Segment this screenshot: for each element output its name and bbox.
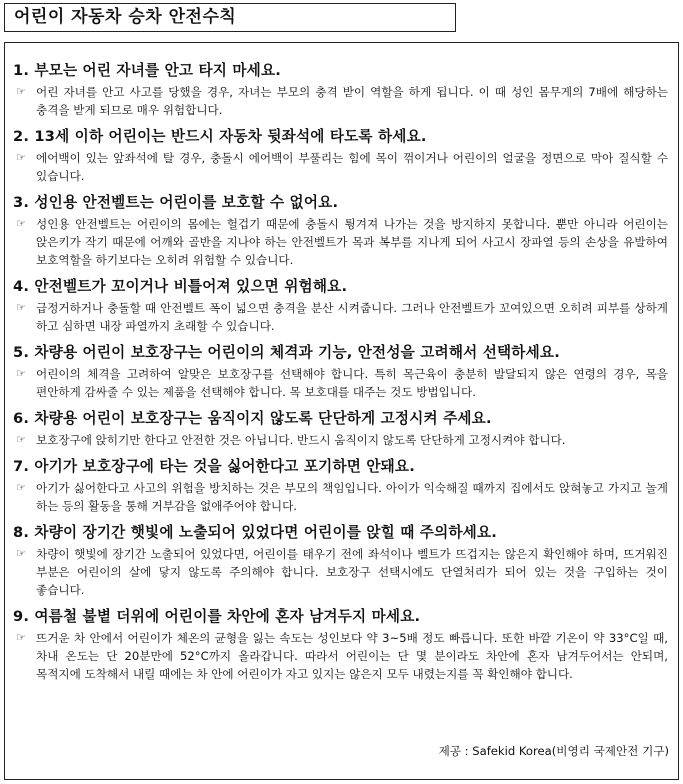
rule-text: 어린이의 체격을 고려하여 알맞은 보호장구를 선택해야 합니다. 특히 목근육이 충분히 발달되지 않은 연령의 경우, 목을 편안하게 감싸줄 수 있는 제품을 선택해야 합니다. 목 보호대를 대주는 것도 방법입니다. — [36, 367, 668, 399]
safety-rules-box — [4, 42, 679, 780]
rule-text: 아기가 싫어한다고 사고의 위험을 방치하는 것은 부모의 책임입니다. 아이가 익숙해질 때까지 집에서도 앉혀놓고 가지고 놀게 하는 등의 활동을 통해 거부감을 없애주어야 합니다. — [36, 481, 668, 513]
rule-section-7 — [13, 457, 668, 515]
pointing-hand-icon: ☞ — [16, 547, 26, 560]
rule-section-4 — [13, 277, 668, 335]
source-credit: 제공 : Safekid Korea(비영리 국제안전 기구) — [438, 744, 669, 758]
pointing-hand-icon: ☞ — [16, 433, 26, 446]
rule-text: 어린 자녀를 안고 사고를 당했을 경우, 자녀는 부모의 충격 받이 역할을 하게 됩니다. 이 때 성인 몸무게의 7배에 해당하는 충격을 받게 되므로 매우 위험합니다. — [36, 85, 668, 117]
page-title: 어린이 자동차 승차 안전수칙 — [4, 3, 456, 32]
rule-section-5 — [13, 343, 668, 401]
rule-heading: 9. 여름철 불볕 더위에 어린이를 차안에 혼자 남겨두지 마세요. — [13, 608, 421, 625]
pointing-hand-icon: ☞ — [16, 367, 26, 380]
rule-heading: 6. 차량용 어린이 보호장구는 움직이지 않도록 단단하게 고정시켜 주세요. — [13, 410, 492, 427]
pointing-hand-icon: ☞ — [16, 151, 26, 164]
pointing-hand-icon: ☞ — [16, 481, 26, 494]
rule-heading: 3. 성인용 안전벨트는 어린이를 보호할 수 없어요. — [13, 194, 339, 211]
rule-text: 성인용 안전벨트는 어린이의 몸에는 헐겁기 때문에 충돌시 튕겨져 나가는 것을 방지하지 못합니다. 뿐만 아니라 어린이는 앉은키가 작기 때문에 어깨와 골반을 지나야 하는 안전벨트가 목과 복부를 지나게 되어 사고시 장파열 등의 손상을 유발하여 보호역할을 하기보다는 오히려 위험할 수 있습니다. — [36, 217, 668, 267]
rule-bullet — [13, 215, 668, 269]
rule-text: 보호장구에 앉히기만 한다고 안전한 것은 아닙니다. 반드시 움직이지 않도록 단단하게 고정시켜야 합니다. — [36, 433, 566, 447]
rule-bullet — [13, 479, 668, 515]
rule-section-1 — [13, 61, 668, 119]
pointing-hand-icon: ☞ — [16, 217, 26, 230]
rule-heading: 5. 차량용 어린이 보호장구는 어린이의 체격과 기능, 안전성을 고려해서 선택하세요. — [13, 344, 560, 361]
rule-bullet — [13, 365, 668, 401]
rule-section-2 — [13, 127, 668, 185]
rule-section-3 — [13, 193, 668, 269]
rule-section-8 — [13, 523, 668, 599]
rule-text: 에어백이 있는 앞좌석에 탈 경우, 충돌시 에어백이 부풀리는 힘에 목이 꺾이거나 어린이의 얼굴을 정면으로 막아 질식할 수 있습니다. — [36, 151, 668, 183]
rule-heading: 4. 안전벨트가 꼬이거나 비틀어져 있으면 위험해요. — [13, 278, 348, 295]
rule-bullet — [13, 431, 668, 449]
pointing-hand-icon: ☞ — [16, 85, 26, 98]
rule-text: 급정거하거나 충돌할 때 안전벨트 폭이 넓으면 충격을 분산 시켜줍니다. 그러나 안전벨트가 꼬여있으면 오히려 피부를 상하게 하고 심하면 내장 파열까지 초래할 수 있습니다. — [36, 301, 668, 333]
rule-heading: 7. 아기가 보호장구에 타는 것을 싫어한다고 포기하면 안돼요. — [13, 458, 415, 475]
rule-bullet — [13, 149, 668, 185]
rule-text: 뜨거운 차 안에서 어린이가 체온의 균형을 잃는 속도는 성인보다 약 3~5배 정도 빠릅니다. 또한 바깥 기온이 약 33°C일 때, 차내 온도는 단 20분만에 52°C까지 올라갑니다. 따라서 어린이는 단 몇 분이라도 차안에 혼자 남겨두어서는 안되며, 목적지에 도착해서 내릴 때에는 차 안에 어린이가 자고 있지는 않은지 모두 내렸는지를 꼭 확인해야 합니다. — [36, 631, 668, 681]
rule-bullet — [13, 299, 668, 335]
rule-heading: 8. 차량이 장기간 햇빛에 노출되어 있었다면 어린이를 앉힐 때 주의하세요. — [13, 524, 498, 541]
rule-bullet — [13, 629, 668, 683]
rule-section-6 — [13, 409, 668, 449]
rule-section-9 — [13, 607, 668, 683]
rule-bullet — [13, 545, 668, 599]
pointing-hand-icon: ☞ — [16, 631, 26, 644]
pointing-hand-icon: ☞ — [16, 301, 26, 314]
rule-heading: 2. 13세 이하 어린이는 반드시 자동차 뒷좌석에 타도록 하세요. — [13, 128, 427, 145]
rule-bullet — [13, 83, 668, 119]
rule-text: 차량이 햇빛에 장기간 노출되어 있었다면, 어린이를 태우기 전에 좌석이나 벨트가 뜨겁지는 않은지 확인해야 하며, 뜨거워진 부분은 어린이의 살에 닿지 않도록 주의해야 합니다. 보호장구 선택시에도 단열처리가 되어 있는 것을 구입하는 것이 좋습니다. — [36, 547, 668, 597]
rule-heading: 1. 부모는 어린 자녀를 안고 타지 마세요. — [13, 62, 281, 79]
